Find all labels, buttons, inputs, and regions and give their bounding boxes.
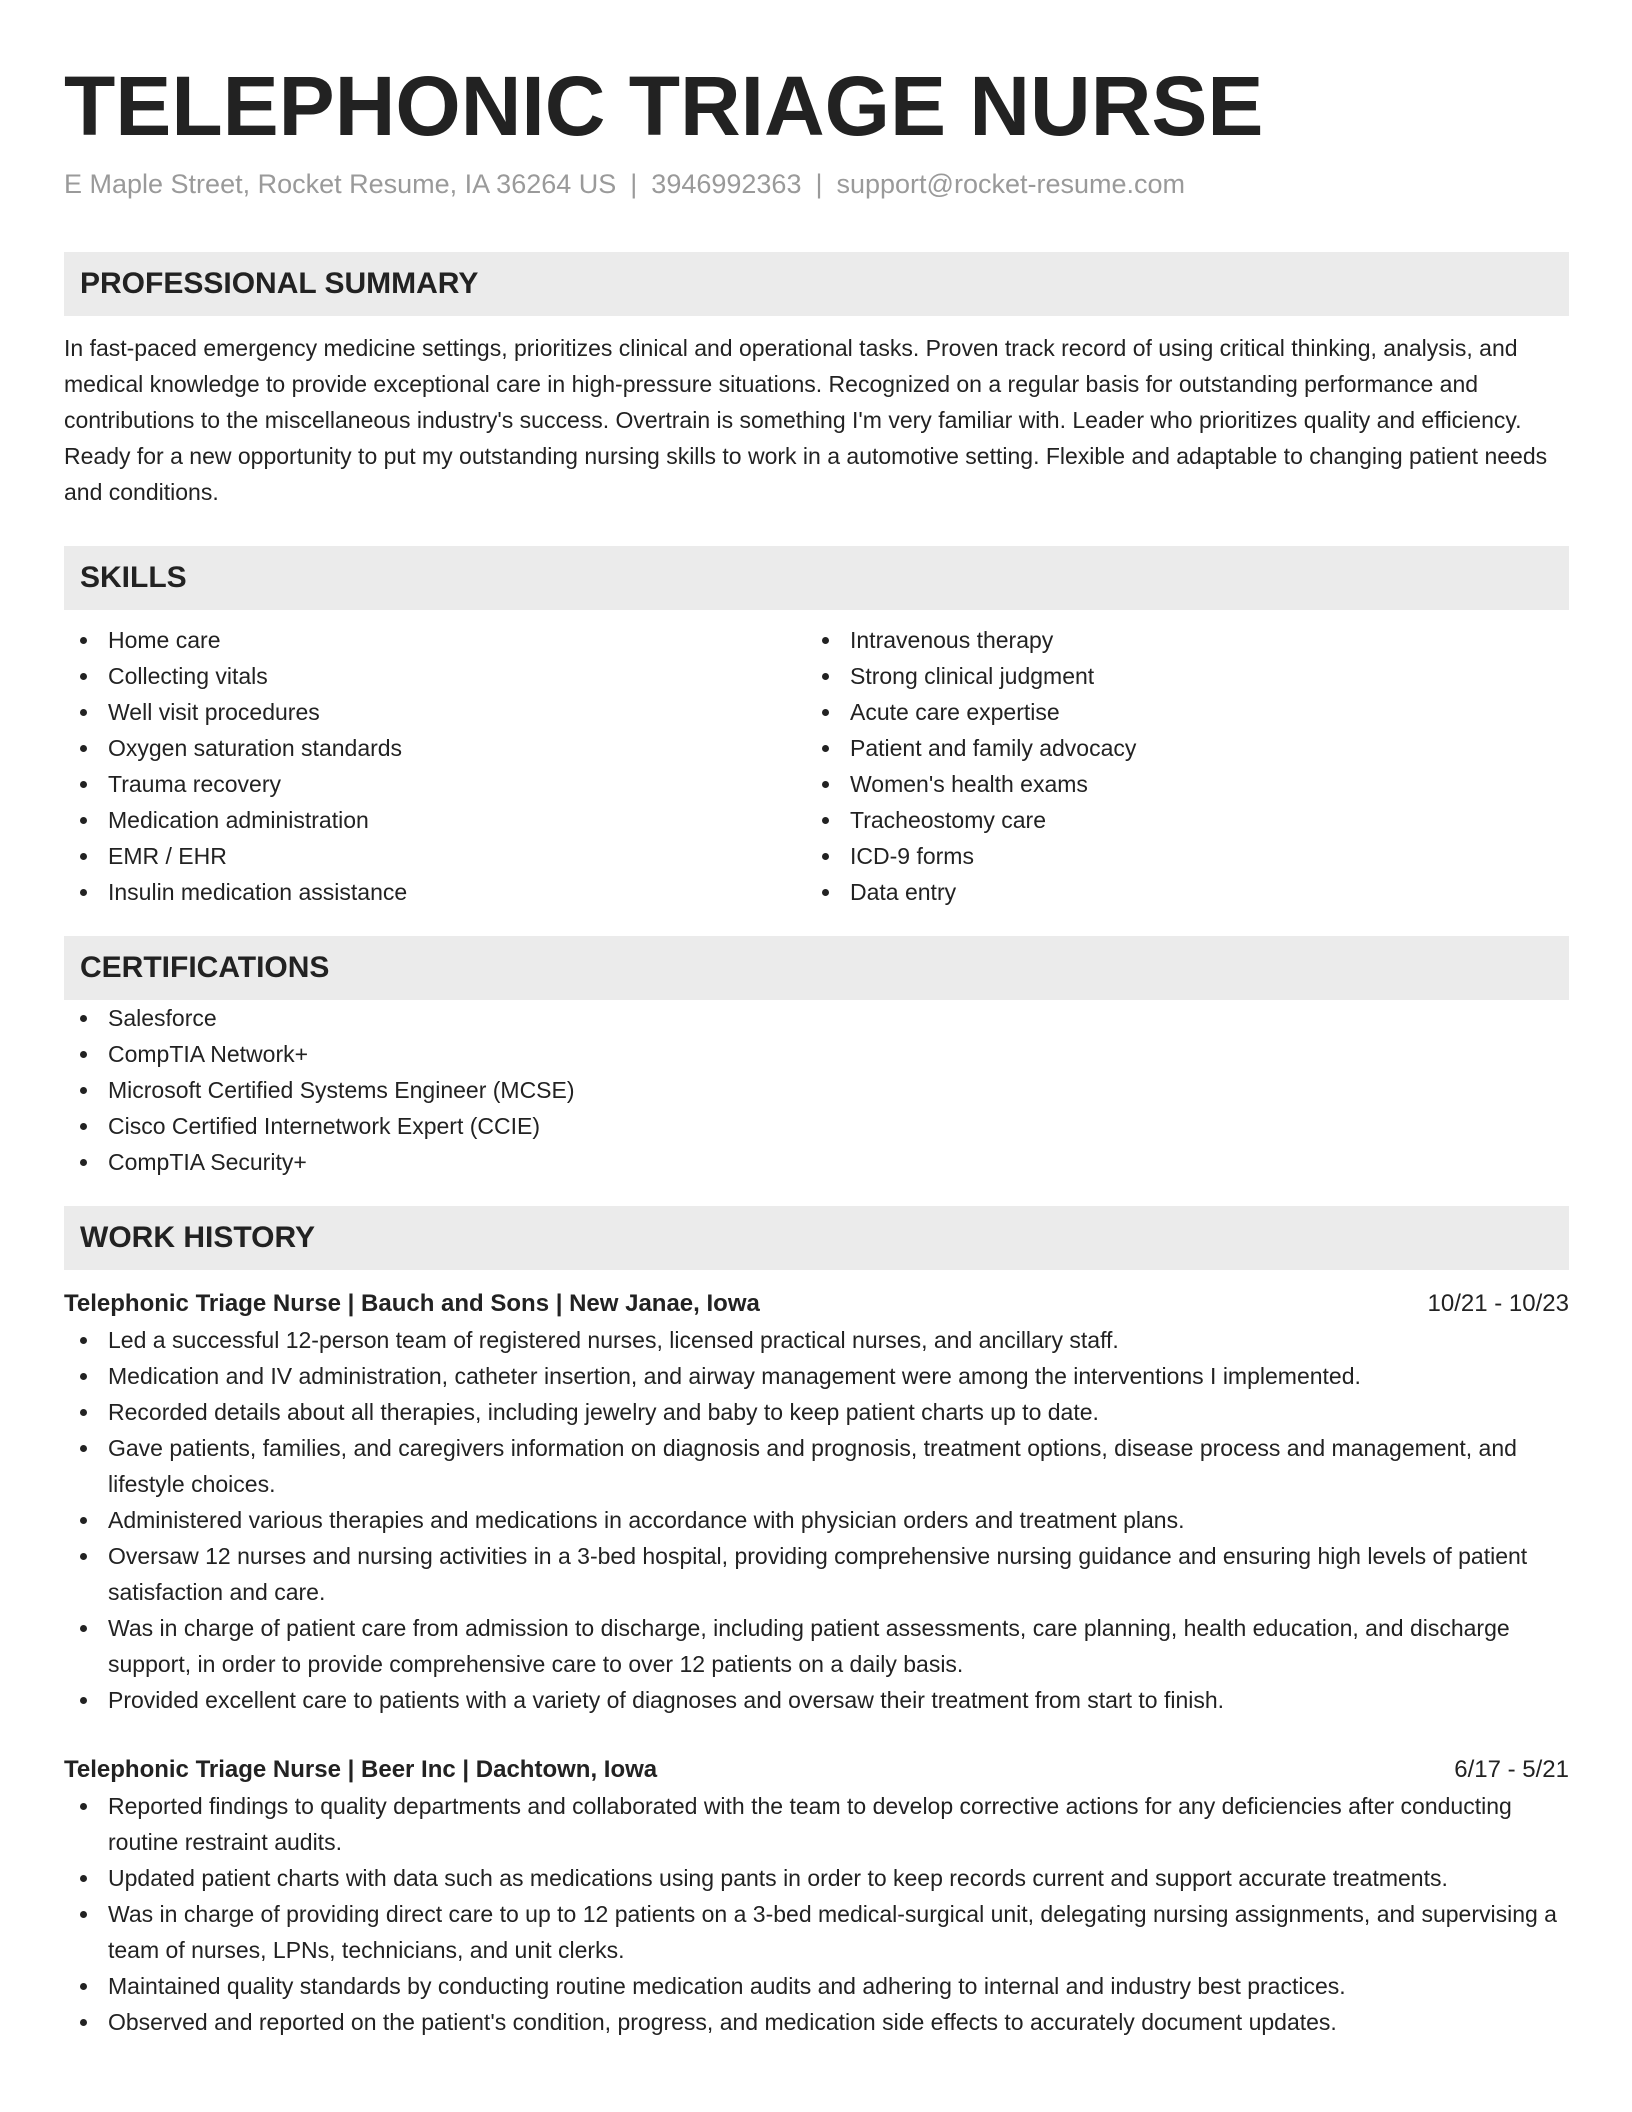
- contact-phone: 3946992363: [651, 169, 802, 199]
- job-bullet: Was in charge of providing direct care to up to 12 patients on a 3-bed medical-surgical unit, delegating nursing assignments, and supervising a team of nurses, LPNs, technicians, and unit clerks.: [64, 1896, 1569, 1968]
- certifications-list: [64, 1000, 1569, 1180]
- job-bullet: Was in charge of patient care from admission to discharge, including patient assessments, care planning, health education, and discharge support, in order to provide comprehensive care to over 12 patients on a daily basis.: [64, 1610, 1569, 1682]
- job-bullet: Updated patient charts with data such as medications using pants in order to keep records current and support accurate treatments.: [64, 1860, 1569, 1896]
- resume-page: [64, 0, 1569, 2040]
- skill-item: Tracheostomy care: [806, 802, 1548, 838]
- contact-address: E Maple Street, Rocket Resume, IA 36264 US: [64, 169, 617, 199]
- certification-item: Microsoft Certified Systems Engineer (MCSE): [64, 1072, 1569, 1108]
- skill-item: EMR / EHR: [64, 838, 806, 874]
- job-bullet: Administered various therapies and medications in accordance with physician orders and treatment plans.: [64, 1502, 1569, 1538]
- job-bullets: [64, 1322, 1569, 1718]
- contact-separator: |: [630, 169, 638, 199]
- skill-item: Trauma recovery: [64, 766, 806, 802]
- job-bullet: Gave patients, families, and caregivers information on diagnosis and prognosis, treatment options, disease process and management, and lifestyle choices.: [64, 1430, 1569, 1502]
- job-title: Telephonic Triage Nurse | Bauch and Sons | New Janae, Iowa: [64, 1290, 760, 1317]
- skill-item: Data entry: [806, 874, 1548, 910]
- skills-right-list: [806, 622, 1548, 910]
- skill-item: Women's health exams: [806, 766, 1548, 802]
- job-header: [64, 1286, 1569, 1322]
- job-header: [64, 1752, 1569, 1788]
- job-bullets: [64, 1788, 1569, 2040]
- job-bullet: Provided excellent care to patients with a variety of diagnoses and oversaw their treatment from start to finish.: [64, 1682, 1569, 1718]
- summary-heading: PROFESSIONAL SUMMARY: [64, 252, 1569, 316]
- skill-item: Acute care expertise: [806, 694, 1548, 730]
- skill-item: Home care: [64, 622, 806, 658]
- skills-heading: SKILLS: [64, 546, 1569, 610]
- skills-columns: [64, 622, 1569, 910]
- work-history-heading: WORK HISTORY: [64, 1206, 1569, 1270]
- skill-item: Oxygen saturation standards: [64, 730, 806, 766]
- skills-left-list: [64, 622, 806, 910]
- skill-item: Intravenous therapy: [806, 622, 1548, 658]
- certification-item: Salesforce: [64, 1000, 1569, 1036]
- candidate-name: TELEPHONIC TRIAGE NURSE: [64, 59, 1264, 153]
- job-bullet: Maintained quality standards by conducting routine medication audits and adhering to internal and industry best practices.: [64, 1968, 1569, 2004]
- certification-item: Cisco Certified Internetwork Expert (CCIE): [64, 1108, 1569, 1144]
- job-dates: 10/21 - 10/23: [1427, 1290, 1569, 1317]
- job-title: Telephonic Triage Nurse | Beer Inc | Dachtown, Iowa: [64, 1756, 658, 1783]
- job-bullet: Medication and IV administration, catheter insertion, and airway management were among the interventions I implemented.: [64, 1358, 1569, 1394]
- contact-line: [64, 166, 1569, 202]
- job-dates: 6/17 - 5/21: [1454, 1756, 1569, 1783]
- skills-right-column: [806, 622, 1548, 910]
- job-bullet: Observed and reported on the patient's condition, progress, and medication side effects to accurately document updates.: [64, 2004, 1569, 2040]
- summary-text: In fast-paced emergency medicine settings, prioritizes clinical and operational tasks. Proven track record of using critical thinking, analysis, and medical knowledge to provide exceptional care in high-pressure situations. Recognized on a regular basis for outstanding performance and contributions to the miscellaneous industry's success. Overtrain is something I'm very familiar with. Leader who prioritizes quality and efficiency. Ready for a new opportunity to put my outstanding nursing skills to work in a automotive setting. Flexible and adaptable to changing patient needs and conditions.: [64, 335, 1548, 505]
- job-bullet: Reported findings to quality departments and collaborated with the team to develop corrective actions for any deficiencies after conducting routine restraint audits.: [64, 1788, 1569, 1860]
- skill-item: Collecting vitals: [64, 658, 806, 694]
- skill-item: Strong clinical judgment: [806, 658, 1548, 694]
- skill-item: Well visit procedures: [64, 694, 806, 730]
- certification-item: CompTIA Security+: [64, 1144, 1569, 1180]
- contact-separator: |: [815, 169, 823, 199]
- job-bullet: Recorded details about all therapies, including jewelry and baby to keep patient charts up to date.: [64, 1394, 1569, 1430]
- job-bullet: Oversaw 12 nurses and nursing activities in a 3-bed hospital, providing comprehensive nursing guidance and ensuring high levels of patient satisfaction and care.: [64, 1538, 1569, 1610]
- job-bullet: Led a successful 12-person team of registered nurses, licensed practical nurses, and ancillary staff.: [64, 1322, 1569, 1358]
- skills-left-column: [64, 622, 806, 910]
- certification-item: CompTIA Network+: [64, 1036, 1569, 1072]
- skill-item: Medication administration: [64, 802, 806, 838]
- certifications-heading: CERTIFICATIONS: [64, 936, 1569, 1000]
- skill-item: ICD-9 forms: [806, 838, 1548, 874]
- contact-email: support@rocket-resume.com: [836, 169, 1186, 199]
- skill-item: Insulin medication assistance: [64, 874, 806, 910]
- skill-item: Patient and family advocacy: [806, 730, 1548, 766]
